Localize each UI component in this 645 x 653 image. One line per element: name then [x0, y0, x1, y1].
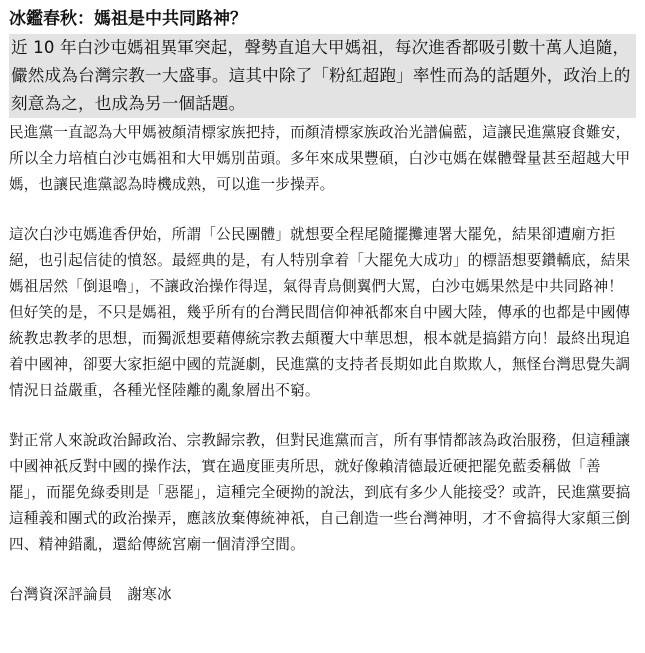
article-paragraph-2: 這次白沙屯媽進香伊始，所謂「公民團體」就想要全程尾隨擺攤連署大罷免，結果卻遭廟方拒絕，也引起信徒的憤怒。最經典的是，有人特別拿着「大罷免大成功」的標語想要鑽轎底，結果媽祖居然「倒退嚕」，不讓政治操作得逞，氣得青鳥側翼們大罵，白沙屯媽果然是中共同路神！但好笑的是，不只是媽祖，幾乎所有的台灣民間信仰神祇都來自中國大陸，傳承的也都是中國傳統教忠教孝的思想，而獨派想要藉傳統宗教去顛覆大中華思想，根本就是搞錯方向！最終出現追着中國神，卻要大家拒絕中國的荒誕劇，民進黨的支持者長期如此自欺欺人，無怪台灣思覺失調情況日益嚴重，各種光怪陸離的亂象層出不窮。 [9, 226, 631, 399]
article-paragraph-1: 民進黨一直認為大甲媽被顏清標家族把持，而顏清標家族政治光譜偏藍，這讓民進黨寢食難安，所以全力培植白沙屯媽祖和大甲媽別苗頭。多年來成果豐碩，白沙屯媽在媒體聲量甚至超越大甲媽，也讓民進黨認為時機成熟，可以進一步操弄。 [9, 124, 631, 193]
article-title: 冰鑑春秋：媽祖是中共同路神？ [9, 9, 247, 29]
paragraph-spacer [9, 404, 636, 428]
article-paragraph-3: 對正常人來說政治歸政治、宗教歸宗教，但對民進黨而言，所有事情都該為政治服務，但這種讓中國神祇反對中國的操作法，實在過度匪夷所思，就好像賴清德最近硬把罷免藍委稱做「善罷」，而罷免綠委則是「惡罷」，這種完全硬拗的說法，到底有多少人能接受？或許，民進黨要搞這種義和團式的政治操弄，應該放棄傳統神祇，自己創造一些台灣神明，才不會搞得大家顛三倒四、精神錯亂，還給傳統宮廟一個清淨空間。 [9, 432, 631, 553]
author-signature: 台灣資深評論員 謝寒冰 [9, 586, 172, 603]
paragraph-spacer [9, 198, 636, 222]
paragraph-spacer [9, 558, 636, 582]
article-lead-highlighted: 近 10 年白沙屯媽祖異軍突起，聲勢直追大甲媽祖，每次進香都吸引數十萬人追隨，儼然成為台灣宗教一大盛事。這其中除了「粉紅超跑」率性而為的話題外，政治上的刻意為之，也成為另一個話題。 [9, 34, 636, 118]
